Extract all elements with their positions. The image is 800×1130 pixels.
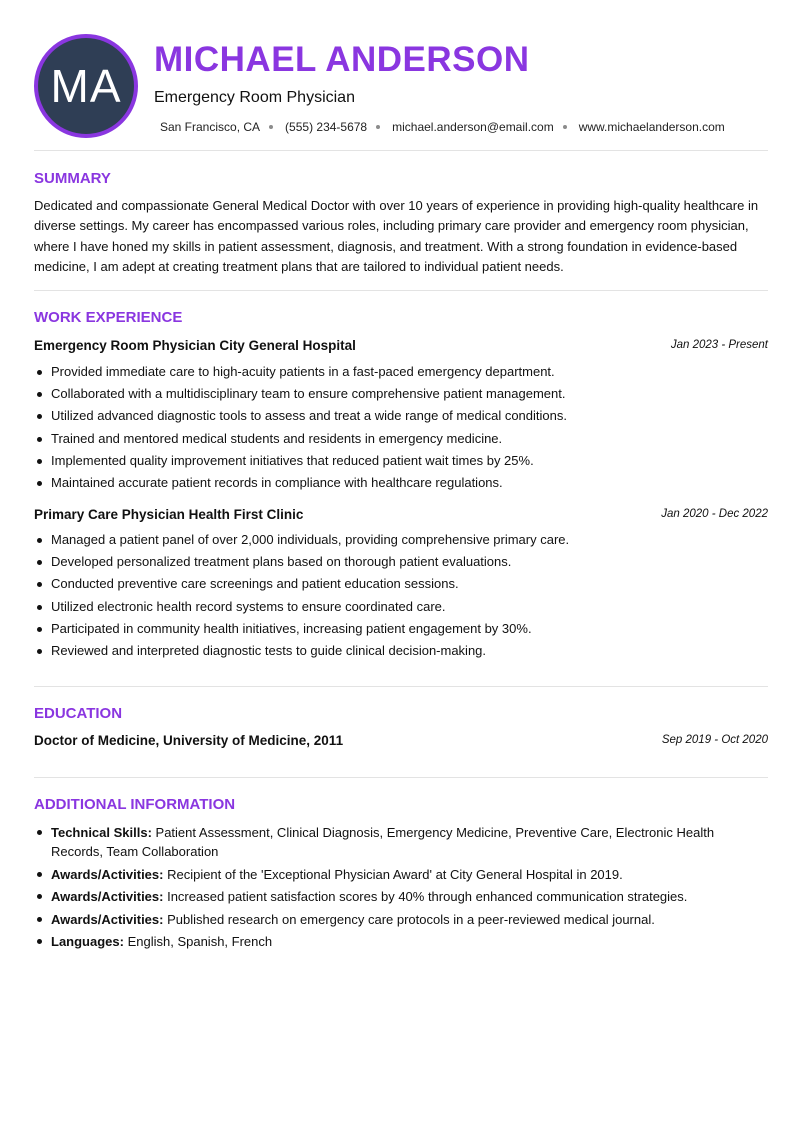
job-header	[34, 507, 768, 525]
list-item: Trained and mentored medical students and residents in emergency medicine.	[34, 431, 768, 453]
divider	[34, 777, 768, 778]
list-item: Implemented quality improvement initiatives that reduced patient wait times by 25%.	[34, 453, 768, 475]
education-degree: Doctor of Medicine, University of Medicine, 2011	[34, 733, 344, 748]
list-item: Developed personalized treatment plans based on thorough patient evaluations.	[34, 554, 768, 576]
contact-phone: (555) 234-5678	[285, 120, 368, 134]
contact-website[interactable]: www.michaelanderson.com	[578, 120, 725, 134]
list-item	[34, 932, 768, 951]
experience-heading: WORK EXPERIENCE	[34, 309, 183, 326]
education-entry	[34, 733, 768, 751]
job-dates: Jan 2020 - Dec 2022	[661, 508, 768, 520]
education-dates: Sep 2019 - Oct 2020	[661, 734, 768, 746]
resume-header	[34, 34, 768, 138]
contact-email[interactable]: michael.anderson@email.com	[392, 120, 554, 134]
list-item: Collaborated with a multidisciplinary team to ensure comprehensive patient management.	[34, 386, 768, 408]
divider	[34, 290, 768, 291]
info-label: Awards/Activities:	[51, 889, 164, 904]
info-text: Published research on emergency care protocols in a peer-reviewed medical journal.	[163, 911, 655, 927]
job-role: Primary Care Physician Health First Clinic	[34, 507, 304, 522]
candidate-title: Emergency Room Physician	[154, 89, 355, 106]
list-item: Reviewed and interpreted diagnostic tests to guide clinical decision-making.	[34, 643, 768, 665]
list-item: Provided immediate care to high-acuity patients in a fast-paced emergency department.	[34, 364, 768, 386]
job-dates: Jan 2023 - Present	[670, 339, 768, 351]
info-text: Increased patient satisfaction scores by 40% through enhanced communication strategies.	[163, 889, 688, 904]
additional-list	[34, 823, 768, 955]
contact-line	[160, 120, 725, 134]
list-item: Utilized advanced diagnostic tools to assess and treat a wide range of medical conditions.	[34, 408, 768, 430]
info-text: English, Spanish, French	[123, 934, 273, 949]
separator-dot	[376, 125, 380, 129]
summary-heading: SUMMARY	[34, 170, 111, 187]
job-bullet-list	[34, 532, 768, 665]
job-role: Emergency Room Physician City General Hospital	[34, 338, 356, 353]
job-header	[34, 338, 768, 356]
divider	[34, 150, 768, 151]
avatar-initials: MA	[50, 60, 122, 112]
job-bullet-list	[34, 364, 768, 497]
list-item	[34, 887, 768, 906]
separator-dot	[563, 125, 567, 129]
info-text: Recipient of the 'Exceptional Physician Award' at City General Hospital in 2019.	[163, 866, 623, 882]
list-item: Utilized electronic health record systems to ensure coordinated care.	[34, 599, 768, 621]
list-item: Maintained accurate patient records in compliance with healthcare regulations.	[34, 475, 768, 497]
list-item	[34, 865, 768, 884]
candidate-name: MICHAEL ANDERSON	[154, 40, 530, 79]
info-text: Patient Assessment, Clinical Diagnosis, Emergency Medicine, Preventive Care, Electronic Health Records, Team Collaboration	[51, 825, 715, 859]
education-heading: EDUCATION	[34, 705, 123, 722]
info-label: Technical Skills:	[51, 825, 152, 840]
separator-dot	[269, 125, 273, 129]
list-item	[34, 823, 768, 861]
info-label: Awards/Activities:	[51, 911, 164, 927]
avatar	[34, 34, 138, 138]
summary-text: Dedicated and compassionate General Medical Doctor with over 10 years of experience in providing high-quality healthcare in diverse settings. My career has encompassed various roles, including primary care provider and emergency room physician, where I have honed my skills in patient assessment, diagnosis, and treatment. With a strong foundation in evidence-based medicine, I am adept at creating treatment plans that are tailored to individual patient needs.	[34, 198, 759, 275]
list-item: Managed a patient panel of over 2,000 individuals, providing comprehensive primary care.	[34, 532, 768, 554]
contact-location: San Francisco, CA	[160, 120, 261, 134]
list-item	[34, 910, 768, 929]
divider	[34, 686, 768, 687]
list-item: Participated in community health initiatives, increasing patient engagement by 30%.	[34, 621, 768, 643]
info-label: Awards/Activities:	[51, 866, 164, 882]
list-item: Conducted preventive care screenings and patient education sessions.	[34, 576, 768, 598]
info-label: Languages:	[51, 934, 124, 949]
additional-heading: ADDITIONAL INFORMATION	[34, 796, 236, 813]
